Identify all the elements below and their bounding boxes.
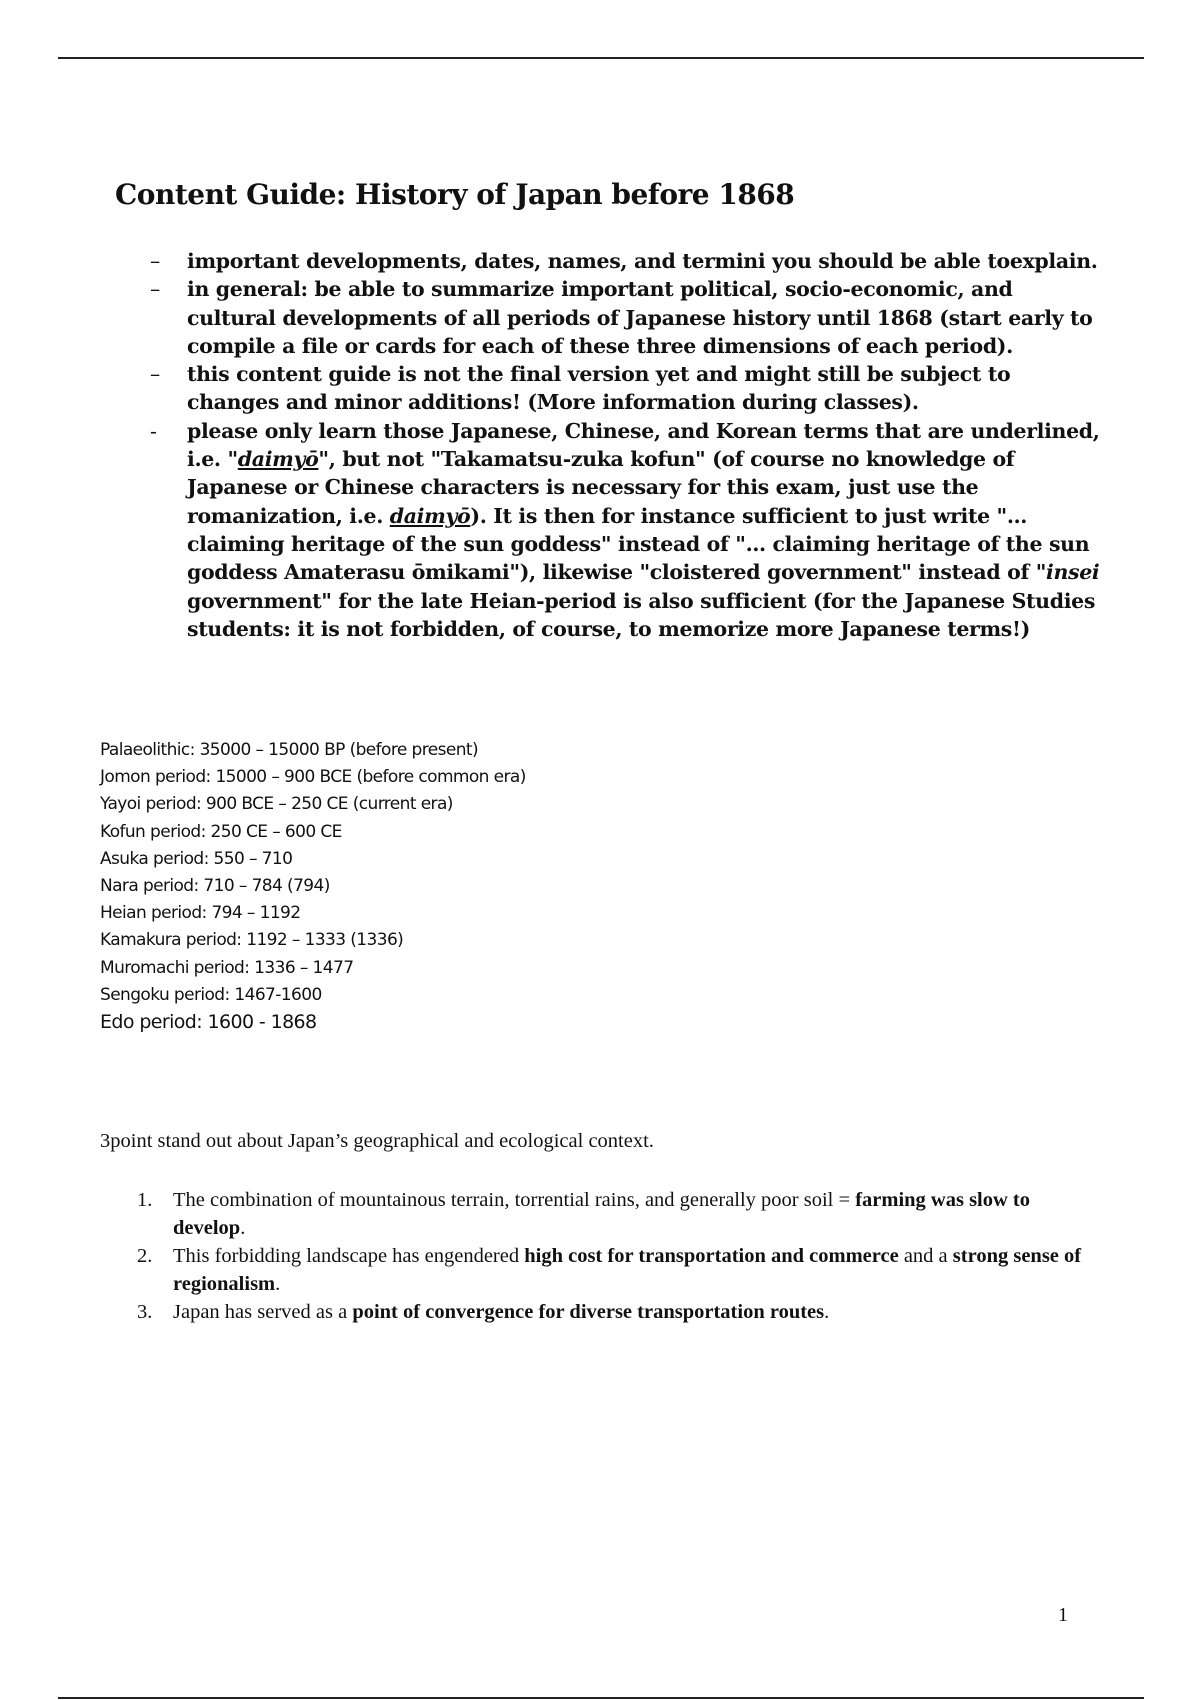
bullet-text: important developments, dates, names, and termini you should be able toexplain. xyxy=(187,249,1098,273)
point-text: . xyxy=(275,1273,281,1295)
point-text: The combination of mountainous terrain, torrential rains, and generally poor soil = xyxy=(173,1189,856,1211)
bullet-text xyxy=(187,419,1100,641)
bullet-text: in general: be able to summarize important political, socio-economic, and cultural developments of all periods of Japanese history until 1868 (start early to compile a file or cards for each of these three dimensions of each period). xyxy=(187,277,1093,358)
header-rule xyxy=(58,57,1144,59)
bullet-text-part: ). It is then for instance sufficient to just write "… claiming heritage of the sun goddess" instead of "… claiming heritage of the sun goddess Amaterasu ōmikami"), likewise "cloistered government" instead of " xyxy=(187,503,1090,585)
geography-point xyxy=(130,1298,1100,1326)
bullet-item xyxy=(150,247,1100,275)
period-entry: Yayoi period: 900 BCE – 250 CE (current era) xyxy=(100,794,453,815)
bullet-text-part: please only learn those Japanese, Chinese, and Korean terms that are underlined, i.e. " xyxy=(187,418,1100,472)
point-text: This forbidding landscape has engendered xyxy=(173,1245,525,1267)
point-text: . xyxy=(240,1217,246,1239)
point-number: 3. xyxy=(137,1301,153,1323)
geography-intro: 3point stand out about Japan’s geographical and ecological context. xyxy=(100,1130,654,1152)
point-emphasis: point of convergence for diverse transportation routes xyxy=(352,1301,825,1323)
geography-point xyxy=(130,1242,1100,1298)
geography-point xyxy=(130,1186,1100,1242)
point-number: 2. xyxy=(137,1245,153,1267)
geography-point-list xyxy=(130,1186,1100,1326)
point-text: and a xyxy=(898,1245,953,1267)
bullet-text-part: government" for the late Heian-period is also sufficient (for the Japanese Studies students: it is not forbidden, of course, to memorize more Japanese terms!) xyxy=(187,588,1096,641)
point-text: Japan has served as a xyxy=(173,1301,353,1323)
period-entry: Palaeolithic: 35000 – 15000 BP (before present) xyxy=(100,740,478,760)
bullet-text-part: ", but not "Takamatsu-zuka kofun" (of course no knowledge of Japanese or Chinese characters is necessary for this exam, just use the romanization, i.e. xyxy=(187,447,1015,528)
page-number: 1 xyxy=(1058,1604,1068,1626)
period-entry: Edo period: 1600 - 1868 xyxy=(100,1011,317,1034)
period-entry: Kamakura period: 1192 – 1333 (1336) xyxy=(100,930,404,951)
underlined-term: daimyō xyxy=(237,447,319,472)
bullet-item xyxy=(150,360,1100,417)
period-entry: Muromachi period: 1336 – 1477 xyxy=(100,957,354,978)
point-emphasis: strong sense of regionalism xyxy=(173,1245,1082,1295)
bullet-marker: – xyxy=(150,249,160,273)
underlined-term: daimyō xyxy=(389,503,471,528)
period-entry: Asuka period: 550 – 710 xyxy=(100,848,293,869)
bullet-item xyxy=(150,275,1100,360)
point-emphasis: high cost for transportation and commerce xyxy=(524,1245,899,1267)
bullet-marker: – xyxy=(150,362,160,387)
point-emphasis: farming was slow to develop xyxy=(173,1189,1030,1239)
period-entry: Jomon period: 15000 – 900 BCE (before common era) xyxy=(100,767,526,788)
point-text: . xyxy=(824,1301,830,1323)
period-entry: Nara period: 710 – 784 (794) xyxy=(100,876,330,897)
page-title: Content Guide: History of Japan before 1868 xyxy=(115,178,795,211)
footer-rule xyxy=(58,1697,1144,1699)
guide-bullet-list xyxy=(150,247,1100,643)
point-number: 1. xyxy=(137,1189,153,1211)
period-entry: Sengoku period: 1467-1600 xyxy=(100,984,322,1005)
bullet-item xyxy=(150,417,1100,643)
period-entry: Kofun period: 250 CE – 600 CE xyxy=(100,821,342,842)
bullet-text: this content guide is not the final version yet and might still be subject to changes and minor additions! (More information during classes). xyxy=(187,362,1011,415)
bullet-marker: – xyxy=(150,277,160,302)
italic-term: insei xyxy=(1046,560,1100,585)
period-timeline-list xyxy=(100,737,526,1036)
bullet-marker: - xyxy=(150,418,157,443)
period-entry: Heian period: 794 – 1192 xyxy=(100,903,301,924)
